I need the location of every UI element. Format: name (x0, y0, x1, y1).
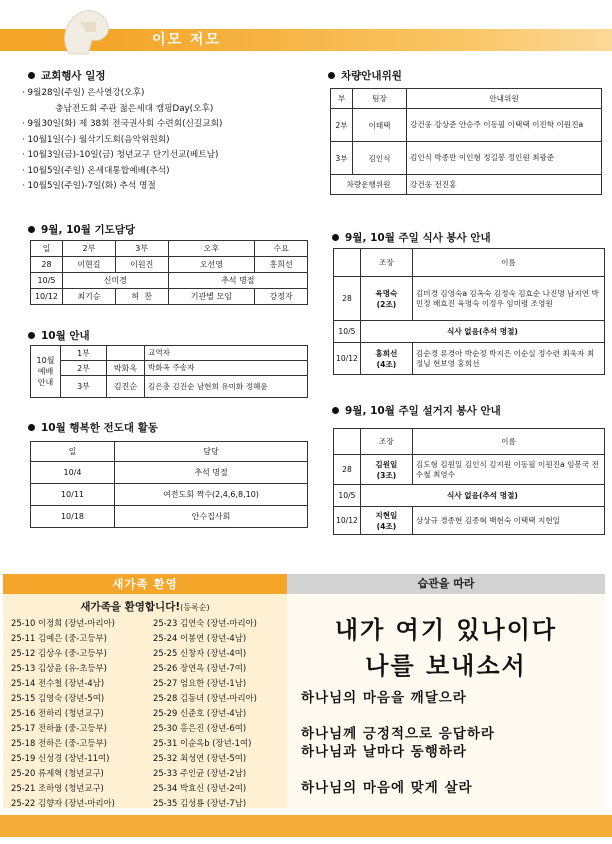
table-cell: 박화옥 (107, 361, 145, 376)
church-logo-icon (52, 2, 116, 58)
list-item: 25-31 이순옥b (장년-1여) (153, 738, 252, 748)
habit-line: 하나님과 날마다 동행하라 (301, 744, 467, 760)
table-cell: 28 (334, 277, 361, 321)
table-cell: 상상규 경종현 김종혁 백현숙 이택택 지현일 (412, 507, 604, 535)
table-cell: 강정자 (255, 289, 308, 305)
welcome-list-right (153, 616, 257, 811)
event-item: · 9월28일(주일) 은사열강(오후) (22, 88, 145, 98)
table-cell: 10/5 (31, 273, 63, 289)
welcome-panel (3, 594, 287, 808)
list-item: 25-34 박효신 (장년-2여) (153, 783, 247, 793)
list-item: 25-33 주인균 (장년-2남) (153, 768, 247, 778)
table-cell: 식사 없음(추석 명절) (360, 321, 604, 343)
table-cell: 김순경 류경아 박순정 박지은 이순실 정수련 최욱자 최정님 현보영 홍희선 (412, 343, 604, 375)
list-item: 25-27 엄요한 (장년-1남) (153, 678, 247, 688)
table-cell: 2부 (61, 361, 107, 376)
list-item: 25-32 최성연 (장년-5여) (153, 753, 247, 763)
events-section-title: 교회행사 일정 (28, 68, 106, 83)
welcome-header: 새가족 환영 (3, 574, 287, 594)
october-table (30, 345, 308, 398)
table-header: 2부 (63, 241, 116, 257)
prayer-table (30, 240, 308, 305)
table-cell: 1부 (61, 346, 107, 361)
list-item: 25-10 이정희 (장년-마리아) (11, 618, 115, 628)
list-item: 25-13 김상윤 (유-초등부) (11, 663, 107, 673)
table-cell: 기관별 모임 (168, 289, 255, 305)
list-item: 25-29 신준호 (장년-4남) (153, 708, 247, 718)
meal-section-title: 9월, 10월 주일 식사 봉사 안내 (332, 230, 491, 245)
habit-handwritten-line-1: 내가 여기 있나이다 (334, 615, 558, 644)
table-cell: 3부 (61, 376, 107, 398)
list-item: 25-28 김동녀 (장년-마리아) (153, 693, 257, 703)
list-item: 25-19 신성경 (장년-11여) (11, 753, 110, 763)
table-cell: 김도형 김원일 김인식 김지원 이동필 이원진a 임봉국 전수철 최영수 (412, 455, 604, 485)
table-header: 조장 (360, 429, 412, 455)
list-item: 25-23 김연숙 (장년-마리아) (153, 618, 257, 628)
habit-line: 하나님의 마음을 깨달으라 (301, 690, 467, 706)
table-cell: 10/5 (334, 485, 361, 507)
event-item: · 10월5일(주일)-7일(화) 추석 명절 (22, 181, 156, 191)
table-cell: 교역자 (145, 346, 308, 361)
list-item: 25-20 류제혁 (청년교구) (11, 768, 104, 778)
table-header: 이름 (412, 429, 604, 455)
table-cell: 추석 명절 (168, 273, 307, 289)
table-cell: 김원일 (3조) (360, 455, 412, 485)
table-cell: 이태택 (353, 109, 407, 142)
habit-panel (287, 594, 605, 808)
habit-line: 하나님께 긍정적으로 응답하라 (301, 726, 495, 742)
table-cell: 허 찬 (115, 289, 168, 305)
list-item: 25-16 전하리 (청년교구) (11, 708, 104, 718)
event-item: · 9월30일(화) 제 38회 전국권사회 수련회(신길교회) (22, 119, 223, 129)
habit-header: 습관을 따라 (287, 574, 605, 594)
table-cell: 28 (334, 455, 361, 485)
welcome-title: 새가족을 환영합니다!(등록순) (80, 601, 210, 613)
table-cell: 추석 명절 (115, 462, 308, 484)
list-item: 25-18 전하은 (중-고등부) (11, 738, 107, 748)
list-item: 25-21 조하영 (청년교구) (11, 783, 104, 793)
list-item: 25-26 장연옥 (장년-7여) (153, 663, 247, 673)
table-header: 조장 (360, 249, 412, 277)
header-banner (0, 0, 612, 60)
event-item: · 10월1일(수) 월삭기도회(음악위원회) (22, 134, 170, 145)
table-header: 일 (31, 442, 115, 462)
table-header: 담당 (115, 442, 308, 462)
table-cell: 이원진 (115, 257, 168, 273)
list-item: 25-17 전하율 (중-고등부) (11, 723, 107, 733)
habit-handwritten-line-2: 나를 보내소서 (365, 651, 527, 680)
parking-section-title: 차량안내위원 (328, 68, 402, 83)
october-label: 10월 예배 안내 (31, 346, 61, 398)
meal-table (333, 248, 605, 375)
table-cell: 최기승 (63, 289, 116, 305)
evangelism-table (30, 441, 308, 528)
footer-bar (0, 815, 612, 837)
table-cell: 홍희선 (4조) (360, 343, 412, 375)
page-title: 이모 저모 (152, 32, 221, 48)
list-item: 25-25 신창자 (장년-4여) (153, 648, 247, 658)
evangelism-section-title: 10월 행복한 전도대 활동 (28, 420, 158, 435)
table-cell: 28 (31, 257, 63, 273)
table-header: 오후 (168, 241, 255, 257)
events-list (22, 86, 222, 195)
list-item: 25-22 김향자 (장년-마리아) (11, 798, 115, 808)
table-cell: 10/18 (31, 506, 115, 528)
table-header (334, 249, 361, 277)
table-header: 안내위원 (407, 89, 602, 109)
table-header (334, 429, 361, 455)
table-cell: 10/11 (31, 484, 115, 506)
october-section-title: 10월 안내 (28, 328, 90, 343)
parking-table (330, 88, 602, 195)
table-cell: 오선영 (168, 257, 255, 273)
table-cell: 10/12 (31, 289, 63, 305)
table-cell: 2부 (331, 109, 353, 142)
table-cell (107, 346, 145, 361)
table-header: 이름 (412, 249, 604, 277)
table-cell: 차량운행위원 (331, 175, 407, 195)
table-header: 부 (331, 89, 353, 109)
table-cell: 박화옥 주송자 (145, 361, 308, 376)
list-item: 25-15 김영숙 (장년-5여) (11, 693, 105, 703)
table-header: 3부 (115, 241, 168, 257)
table-cell: 10/12 (334, 343, 361, 375)
list-item: 25-14 전수철 (장년-4남) (11, 678, 105, 688)
event-item: 충남전도회 주관 젊은세대 캠핑Day(오후) (22, 103, 214, 114)
table-cell: 김진순 (107, 376, 145, 398)
habit-line: 하나님의 마음에 맞게 살라 (301, 780, 473, 796)
table-cell: 김인식 (353, 142, 407, 175)
event-item: · 10월5일(주일) 온세대통합예배(추석) (22, 165, 170, 176)
table-cell: 식사 없음(추석 명절) (360, 485, 604, 507)
table-cell: 홍희선 (255, 257, 308, 273)
list-item: 25-12 김상우 (중-고등부) (11, 648, 107, 658)
table-cell: 김미경 김영숙a 김옥숙 김정숙 김효순 나진명 남지연 박민정 배효진 육명숙 이정우 임미령 조영원 (412, 277, 604, 321)
table-cell: 지현일 (4조) (360, 507, 412, 535)
table-cell: 이현길 (63, 257, 116, 273)
prayer-section-title: 9월, 10월 기도담당 (28, 222, 135, 237)
table-cell: 강건웅 전진홍 (407, 175, 602, 195)
table-cell: 10/5 (334, 321, 361, 343)
table-header: 수요 (255, 241, 308, 257)
table-cell: 강건웅 강상준 안승주 이동필 이택택 이진학 이원진a (407, 109, 602, 142)
event-item: · 10월3일(금)-10일(금) 청년교구 단기선교(베트남) (22, 150, 219, 160)
list-item: 25-11 김예은 (중-고등부) (11, 633, 107, 643)
table-cell: 10/12 (334, 507, 361, 535)
table-cell: 10/4 (31, 462, 115, 484)
table-cell: 김인식 박종만 이인형 정길봉 정인원 최광준 (407, 142, 602, 175)
table-cell: 안수집사회 (115, 506, 308, 528)
table-cell: 여전도회 짝수(2,4,6,8,10) (115, 484, 308, 506)
welcome-list-left (11, 616, 115, 811)
table-cell: 신미경 (63, 273, 169, 289)
table-header: 일 (31, 241, 63, 257)
dish-table (333, 428, 605, 535)
dish-section-title: 9월, 10월 주일 설거지 봉사 안내 (332, 403, 501, 418)
table-header: 팀장 (353, 89, 407, 109)
table-cell: 3부 (331, 142, 353, 175)
table-cell: 김은총 김진순 남현희 유미화 정혜윤 (145, 376, 308, 398)
list-item: 25-30 홍은진 (장년-6여) (153, 723, 247, 733)
list-item: 25-24 이봉연 (장년-4남) (153, 633, 247, 643)
table-cell: 육명숙 (2조) (360, 277, 412, 321)
list-item: 25-35 김성룡 (장년-7남) (153, 798, 247, 808)
